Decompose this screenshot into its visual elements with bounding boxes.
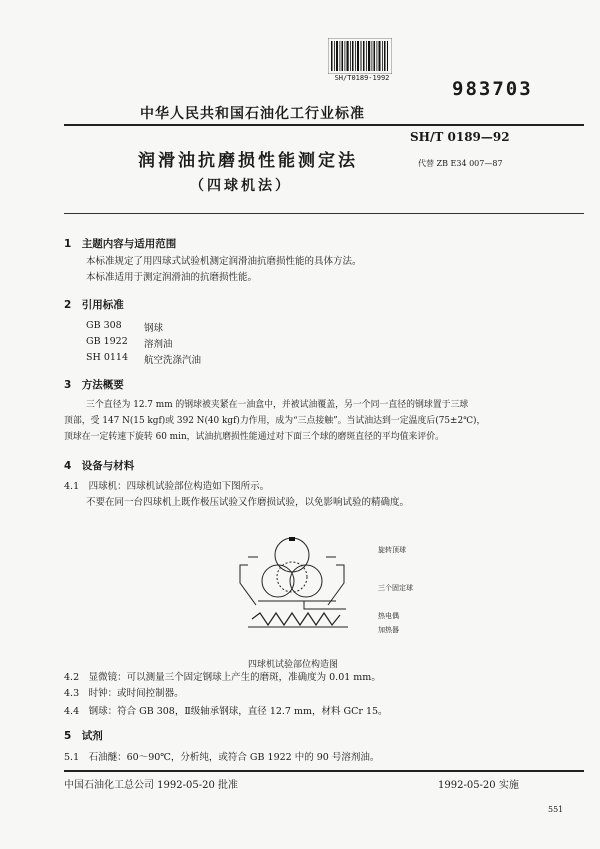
item-5-1: 5.1 石油醚：60～90℃，分析纯，或符合 GB 1922 中的 90 号溶剂油。	[64, 752, 380, 763]
section-2-heading: 2 引用标准	[64, 299, 124, 311]
item-4-1-note: 不要在同一台四球机上既作极压试验又作磨损试验，以免影响试验的精确度。	[86, 497, 410, 508]
section-3-heading: 3 方法概要	[64, 379, 124, 391]
section-1-line-1: 本标准规定了用四球式试验机测定润滑油抗磨损性能的具体方法。	[86, 256, 362, 267]
header-rule	[64, 124, 584, 126]
ref-code: GB 1922	[86, 336, 128, 347]
page-number: 551	[548, 805, 564, 814]
section-5-heading: 5 试剂	[64, 730, 103, 742]
barcode-image	[328, 38, 392, 74]
document-subtitle: （四球机法）	[190, 178, 292, 194]
ref-name: 溶剂油	[144, 339, 173, 350]
figure-label-thermocouple: 热电偶	[378, 612, 399, 620]
barcode-caption: SH/T0189-1992	[334, 74, 390, 82]
item-4-1: 4.1 四球机：四球机试验部位构造如下图所示。	[64, 481, 270, 492]
section-4-heading: 4 设备与材料	[64, 460, 135, 472]
figure-label-rotating-ball: 旋转顶球	[378, 546, 406, 554]
figure-caption: 四球机试验部位构造图	[248, 660, 339, 670]
section-3-line-3: 顶球在一定转速下旋转 60 min，试油抗磨损性能通过对下面三个球的磨斑直径的平均值来评价。	[64, 432, 445, 442]
figure-label-fixed-balls: 三个固定球	[378, 584, 413, 592]
section-1-heading: 1 主题内容与适用范围	[64, 238, 177, 250]
item-4-3: 4.3 时钟：或时间控制器。	[64, 688, 184, 699]
organization-title: 中华人民共和国石油化工行业标准	[140, 106, 365, 122]
section-3-line-2: 顶部，受 147 N(15 kgf)或 392 N(40 kgf)力作用，成为“三点接触”。当试油达到一定温度后(75±2℃)，	[64, 416, 486, 426]
standard-code: SH/T 0189—92	[410, 130, 510, 144]
replaces-standard: 代替 ZB E34 007—87	[418, 159, 503, 168]
ref-code: SH 0114	[86, 352, 128, 363]
four-ball-diagram	[228, 535, 368, 635]
effective-date: 1992-05-20 实施	[438, 780, 519, 791]
item-4-2: 4.2 显微镜：可以测量三个固定钢球上产生的磨斑，准确度为 0.01 mm。	[64, 672, 381, 683]
document-title: 润滑油抗磨损性能测定法	[138, 151, 358, 171]
title-rule	[64, 213, 584, 214]
item-4-4: 4.4 钢球：符合 GB 308，Ⅱ级轴承钢球，直径 12.7 mm，材料 GCr 15。	[64, 706, 388, 717]
document-number: 983703	[452, 78, 533, 100]
approval-line: 中国石油化工总公司 1992-05-20 批准	[64, 780, 239, 791]
ref-name: 航空洗涤汽油	[144, 355, 202, 366]
section-3-line-1: 三个直径为 12.7 mm 的钢球被夹紧在一油盒中，并被试油覆盖，另一个同一直径的钢球置于三球	[86, 400, 469, 410]
ref-code: GB 308	[86, 320, 122, 331]
figure-label-heater: 加热器	[378, 626, 399, 634]
section-1-line-2: 本标准适用于测定润滑油的抗磨损性能。	[86, 272, 258, 283]
footer-rule	[64, 770, 584, 772]
ref-name: 钢球	[144, 323, 164, 334]
